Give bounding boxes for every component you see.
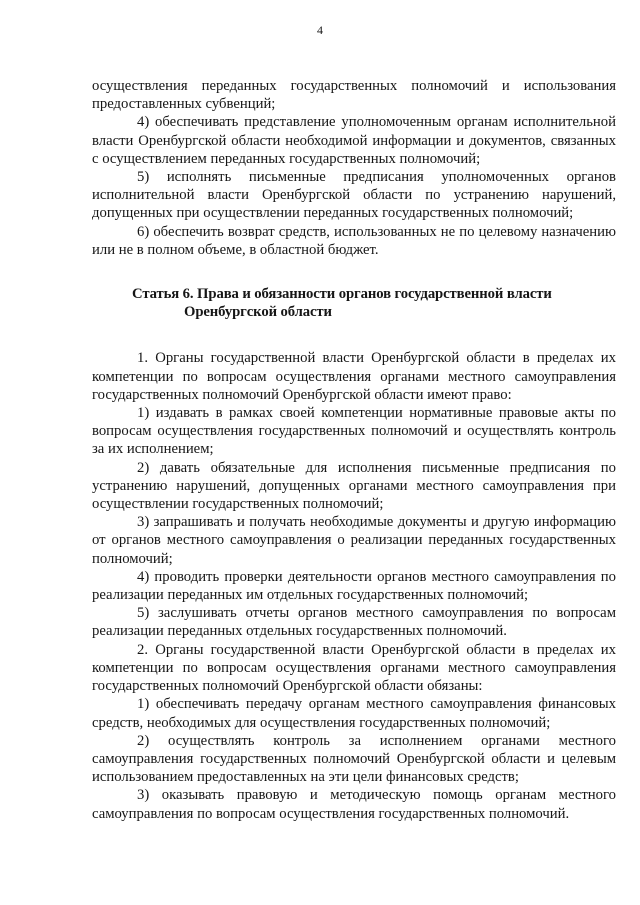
paragraph-1-item-2: 2) давать обязательные для исполнения письменные предписания по устранению нарушений, допущенных органами местного самоуправления при осуществлении государственных полномочий;: [92, 459, 616, 513]
paragraph-1-item-4: 4) проводить проверки деятельности органов местного самоуправления по реализации переданных им отдельных государственных полномочий;: [92, 568, 616, 604]
paragraph-1: 1. Органы государственной власти Оренбургской области в пределах их компетенции по вопросам осуществления органами местного самоуправления государственных полномочий Оренбургской области имеют право:: [92, 350, 616, 403]
paragraph-2-item-2: 2) осуществлять контроль за исполнением органами местного самоуправления государственных полномочий Оренбургской области и целевым использованием предоставленных на эти цели финансовых средств;: [92, 732, 616, 786]
document-body: [92, 77, 616, 823]
paragraph-continuation: осуществления переданных государственных полномочий и использования предоставленных субвенций;: [92, 78, 616, 113]
article-heading: Статья 6. Права и обязанности органов государственной власти Оренбургской области: [132, 286, 552, 321]
paragraph-2: 2. Органы государственной власти Оренбургской области в пределах их компетенции по вопросам осуществления органами местного самоуправления государственных полномочий Оренбургской области обязаны:: [92, 641, 616, 695]
paragraph-1-item-1: 1) издавать в рамках своей компетенции нормативные правовые акты по вопросам осуществления государственных полномочий и осуществлять контроль за их исполнением;: [92, 405, 616, 458]
paragraph-item-4: 4) обеспечивать представление уполномоченным органам исполнительной власти Оренбургской области необходимой информации и документов, связанных с осуществлением переданных государственных полномочий;: [92, 114, 616, 167]
paragraph-item-5: 5) исполнять письменные предписания уполномоченных органов исполнительной власти Оренбургской области по устранению нарушений, допущенных при осуществлении переданных государственных полномочий;: [92, 169, 616, 222]
page-number: 4: [317, 23, 323, 37]
paragraph-item-6: 6) обеспечить возврат средств, использованных не по целевому назначению или не в полном объеме, в областной бюджет.: [92, 223, 616, 258]
paragraph-1-item-5: 5) заслушивать отчеты органов местного самоуправления по вопросам реализации переданных отдельных государственных полномочий.: [92, 605, 616, 640]
paragraph-2-item-1: 1) обеспечивать передачу органам местного самоуправления финансовых средств, необходимых для осуществления государственных полномочий;: [92, 696, 616, 731]
paragraph-1-item-3: 3) запрашивать и получать необходимые документы и другую информацию от органов местного самоуправления о реализации переданных государственных полномочий;: [92, 514, 616, 567]
paragraph-2-item-3: 3) оказывать правовую и методическую помощь органам местного самоуправления по вопросам осуществления государственных полномочий.: [92, 787, 616, 822]
